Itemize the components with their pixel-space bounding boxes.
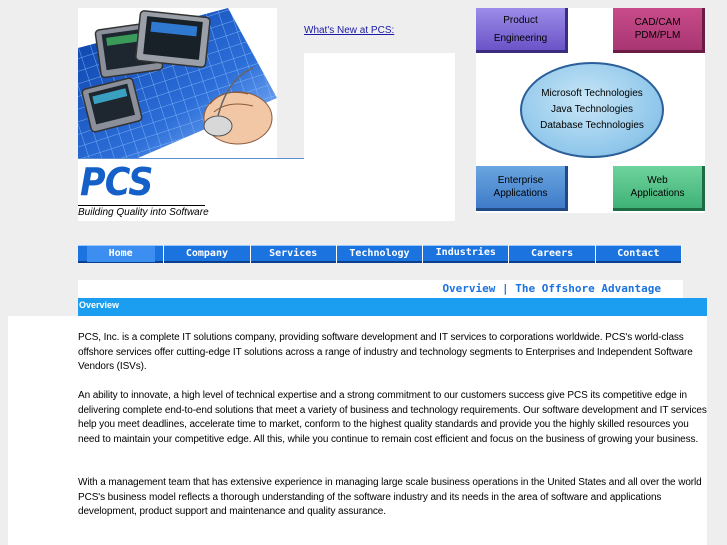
overview-paragraph-3: With a management team that has extensive experience in managing large scale business operations in the United States and all over the world PCS's business model reflects a thorough understanding of the software industry and its needs in the area of software and applications development, product support and maintenance and quality assurance. [78, 477, 702, 517]
tile-label: Product [503, 14, 538, 26]
section-header-bar [78, 298, 707, 316]
company-logo: PCS [80, 160, 153, 204]
tile-label: Engineering [493, 32, 548, 44]
nav-label: Home [87, 246, 155, 262]
tagline: Building Quality into Software [78, 207, 209, 218]
oval-label: Microsoft Technologies [541, 88, 643, 99]
web-applications-tile[interactable] [613, 166, 705, 211]
nav-label: Careers [530, 248, 574, 259]
tile-label: PDM/PLM [634, 30, 681, 41]
oval-label: Database Technologies [540, 120, 644, 131]
enterprise-applications-tile[interactable] [476, 166, 568, 211]
oval-label: Java Technologies [550, 104, 634, 115]
logo-underline [78, 205, 205, 206]
cad-cam-tile[interactable] [613, 8, 705, 53]
main-nav [78, 245, 682, 263]
whats-new-link[interactable]: What's New at PCS: [304, 25, 395, 36]
nav-services[interactable] [251, 245, 336, 263]
overview-paragraph-1: PCS, Inc. is a complete IT solutions company, providing software development and IT services to corporations worldwide. PCS's world-class offshore services offer cutting-edge IT solutions across a range of industry and technology segments to Enterprises and Independent Software Vendors (ISVs). [78, 332, 693, 372]
nav-label: Industries [435, 247, 496, 258]
nav-industries[interactable] [423, 245, 508, 263]
nav-label: Contact [617, 248, 660, 259]
tile-label: Applications [493, 188, 548, 199]
nav-company[interactable] [164, 245, 249, 263]
tile-label: Applications [630, 188, 685, 199]
overview-paragraph-2: An ability to innovate, a high level of technical expertise and a strong commitment to our customers success give PCS its competitive edge in delivering complete end-to-end solutions that meet a variety of business and technology requirements. Our software development and IT services help you meet deadlines, accelerate time to market, conform to the highest quality standards and provide you the highly skilled resources you need to maintain your competitive edge. All this, while you continue to remain cost efficient and focus on the business of growing your business. [78, 390, 707, 445]
nav-label: Technology [349, 248, 410, 259]
subnav [442, 282, 661, 295]
tile-label: CAD/CAM [634, 17, 681, 28]
tile-label: Enterprise [497, 175, 544, 186]
whats-new-panel [304, 53, 455, 221]
subnav-area [78, 280, 683, 298]
technologies-oval [520, 62, 664, 158]
nav-label: Company [185, 248, 228, 259]
subnav-overview[interactable]: Overview [442, 282, 496, 295]
nav-technology[interactable] [337, 245, 422, 263]
computers-hand-illustration [78, 8, 277, 158]
hero-image [78, 8, 277, 158]
nav-contact[interactable] [596, 245, 681, 263]
subnav-separator: | [502, 282, 509, 295]
nav-home[interactable] [78, 245, 163, 263]
subnav-offshore-advantage[interactable]: The Offshore Advantage [515, 282, 661, 295]
content-left-margin [8, 316, 78, 545]
section-title: Overview [79, 300, 120, 310]
tile-label: Web [647, 175, 668, 186]
nav-label: Services [269, 248, 318, 259]
product-engineering-tile[interactable] [476, 8, 568, 53]
technology-diagram [476, 8, 705, 213]
nav-careers[interactable] [509, 245, 594, 263]
